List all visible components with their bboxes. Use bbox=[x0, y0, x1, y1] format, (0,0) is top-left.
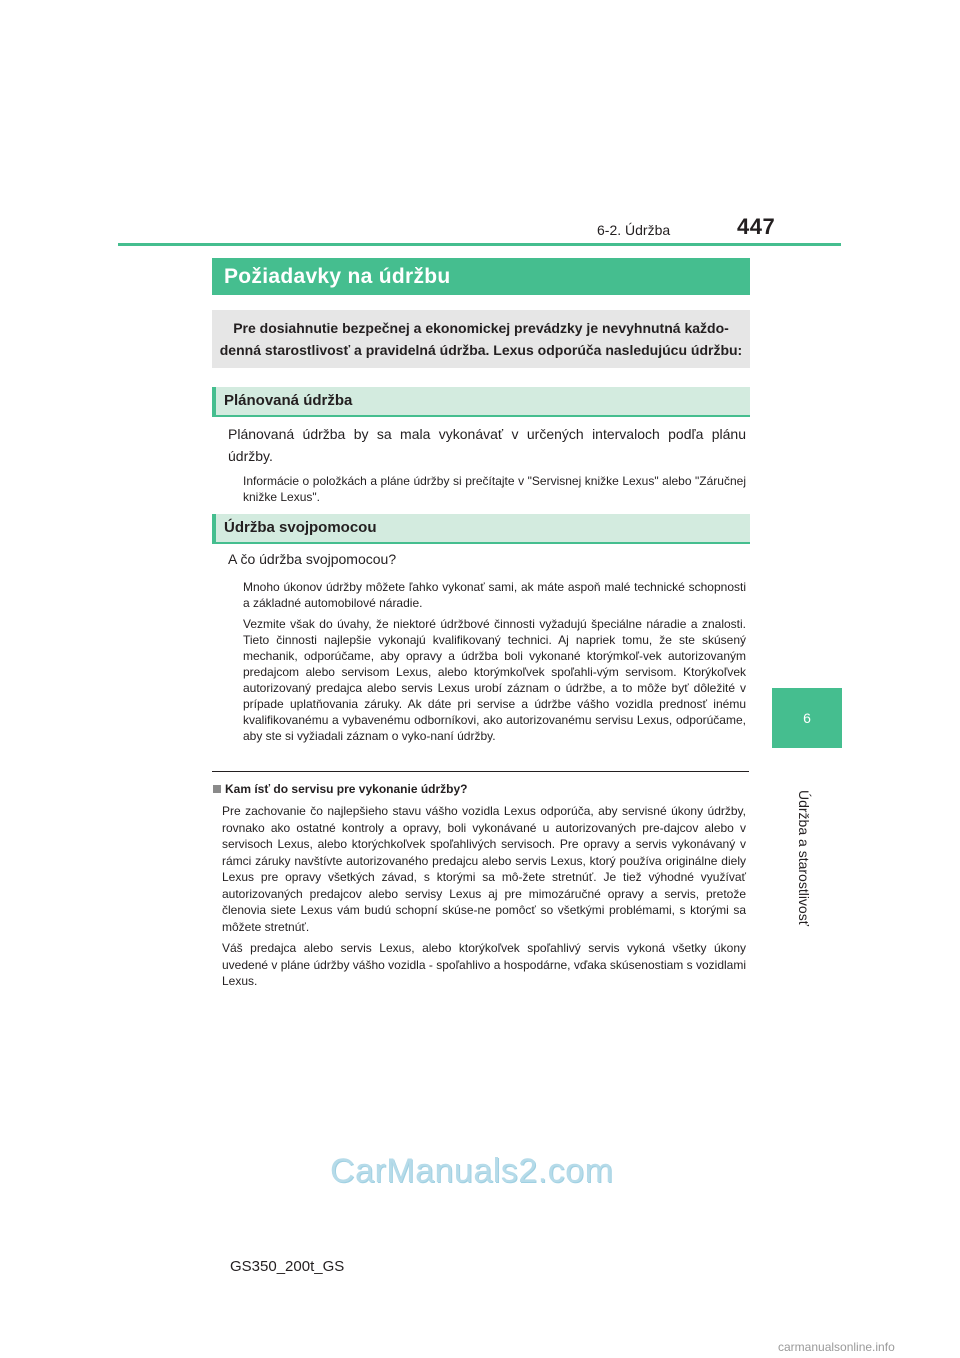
self-question: A čo údržba svojpomocou? bbox=[228, 551, 397, 567]
where-body bbox=[222, 803, 746, 990]
chapter-tab bbox=[772, 688, 842, 748]
self-heading: Údržba svojpomocou bbox=[224, 519, 377, 536]
chapter-number: 6 bbox=[803, 710, 811, 726]
page-number: 447 bbox=[737, 214, 776, 239]
planned-note: Informácie o položkách a pláne údržby si prečítajte v "Servisnej knižke Lexus" alebo "Záručnej knižke Lexus". bbox=[243, 474, 746, 504]
where-paragraph-1: Pre zachovanie čo najlepšieho stavu vášho vozidla Lexus odporúča, aby servisné úkony údržby, rovnako ako ostatné kontroly a opravy, boli vykonávané u autorizovaných pre-dajcov alebo v servisoch Lexus, alebo ktorýchkoľvek spoľahlivých servisoch. Pre opravy a servis vykonávaný v rámci záruky navštívte autorizovaného predajcu alebo servis Lexus, ktorý používa originálne diely Lexus pre opravy všetkých závad, s ktorými sa mô-žete stretnúť. Je tiež výhodné využívať autorizovaných predajcov alebo servisy Lexus aj pre mimozáručné opravy a servis, pretože členovia siete Lexus vám budú schopní skúse-ne pomôcť so všetkými problémami, s ktorými sa môžete stretnúť. bbox=[222, 804, 746, 934]
where-paragraph-2: Váš predajca alebo servis Lexus, alebo ktorýkoľvek spoľahlivý servis vykoná všetky úkony uvedené v pláne údržby vášho vozidla - spoľahlivo a hospodárne, vďaka skúsenostiam s vozidlami Lexus. bbox=[222, 941, 746, 988]
page-title-bar bbox=[212, 258, 750, 295]
where-heading: Kam ísť do servisu pre vykonanie údržby? bbox=[225, 782, 468, 796]
watermark: CarManuals2.com bbox=[330, 1152, 614, 1190]
planned-text: Plánovaná údržba by sa mala vykonávať v určených intervaloch podľa plánu údržby. bbox=[228, 426, 746, 464]
intro-line-2: denná starostlivosť a pravidelná údržba. Lexus odporúča nasledujúcu údržbu: bbox=[219, 342, 743, 358]
section-divider bbox=[212, 771, 749, 772]
model-code: GS350_200t_GS bbox=[230, 1258, 345, 1275]
bullet-square-icon bbox=[213, 785, 221, 793]
planned-heading: Plánovaná údržba bbox=[224, 392, 353, 409]
where-heading-row bbox=[213, 782, 468, 796]
page-title: Požiadavky na údržbu bbox=[224, 265, 451, 288]
chapter-label: Údržba a starostlivosť bbox=[796, 790, 812, 926]
self-note-1: Mnoho úkonov údržby môžete ľahko vykonať sami, ak máte aspoň malé technické schopnosti a základné automobilové náradie. bbox=[243, 580, 746, 610]
self-heading-bar bbox=[212, 514, 750, 542]
intro-line-1: Pre dosiahnutie bezpečnej a ekonomickej prevádzky je nevyhnutná každo- bbox=[233, 320, 729, 336]
intro-box bbox=[212, 310, 750, 368]
header-rule bbox=[118, 243, 841, 246]
source-watermark: carmanualsonline.info bbox=[778, 1340, 895, 1354]
section-reference: 6-2. Údržba bbox=[597, 222, 671, 238]
self-note-2: Vezmite však do úvahy, že niektoré údržbové činnosti vyžadujú špeciálne náradie a znalosti. Tieto činnosti najlepšie vykonajú kvalifikovaný technici. Aj napriek tomu, že ste skúsený mechanik, odporúčame, aby opravy a údržba boli vykonané ktorýmkoľ-vek autorizovaným predajcom alebo servisom Lexus, alebo ktorýmkoľvek spoľahli-vým servisom. Ktorýkoľvek autorizovaný predajca alebo servis Lexus urobí záznam o údržbe, a to môže byť dôležité v prípade uplatňovania záruky. Ak dáte pri servise a údržbe vášho vozidla prednosť inému kvalifikovanému a vybavenému odborníkovi, ako autorizovanému servisu Lexus, odporúčame, aby ste si vyžiadali záznam o vyko-naní údržby. bbox=[243, 617, 746, 743]
planned-heading-bar bbox=[212, 387, 750, 415]
